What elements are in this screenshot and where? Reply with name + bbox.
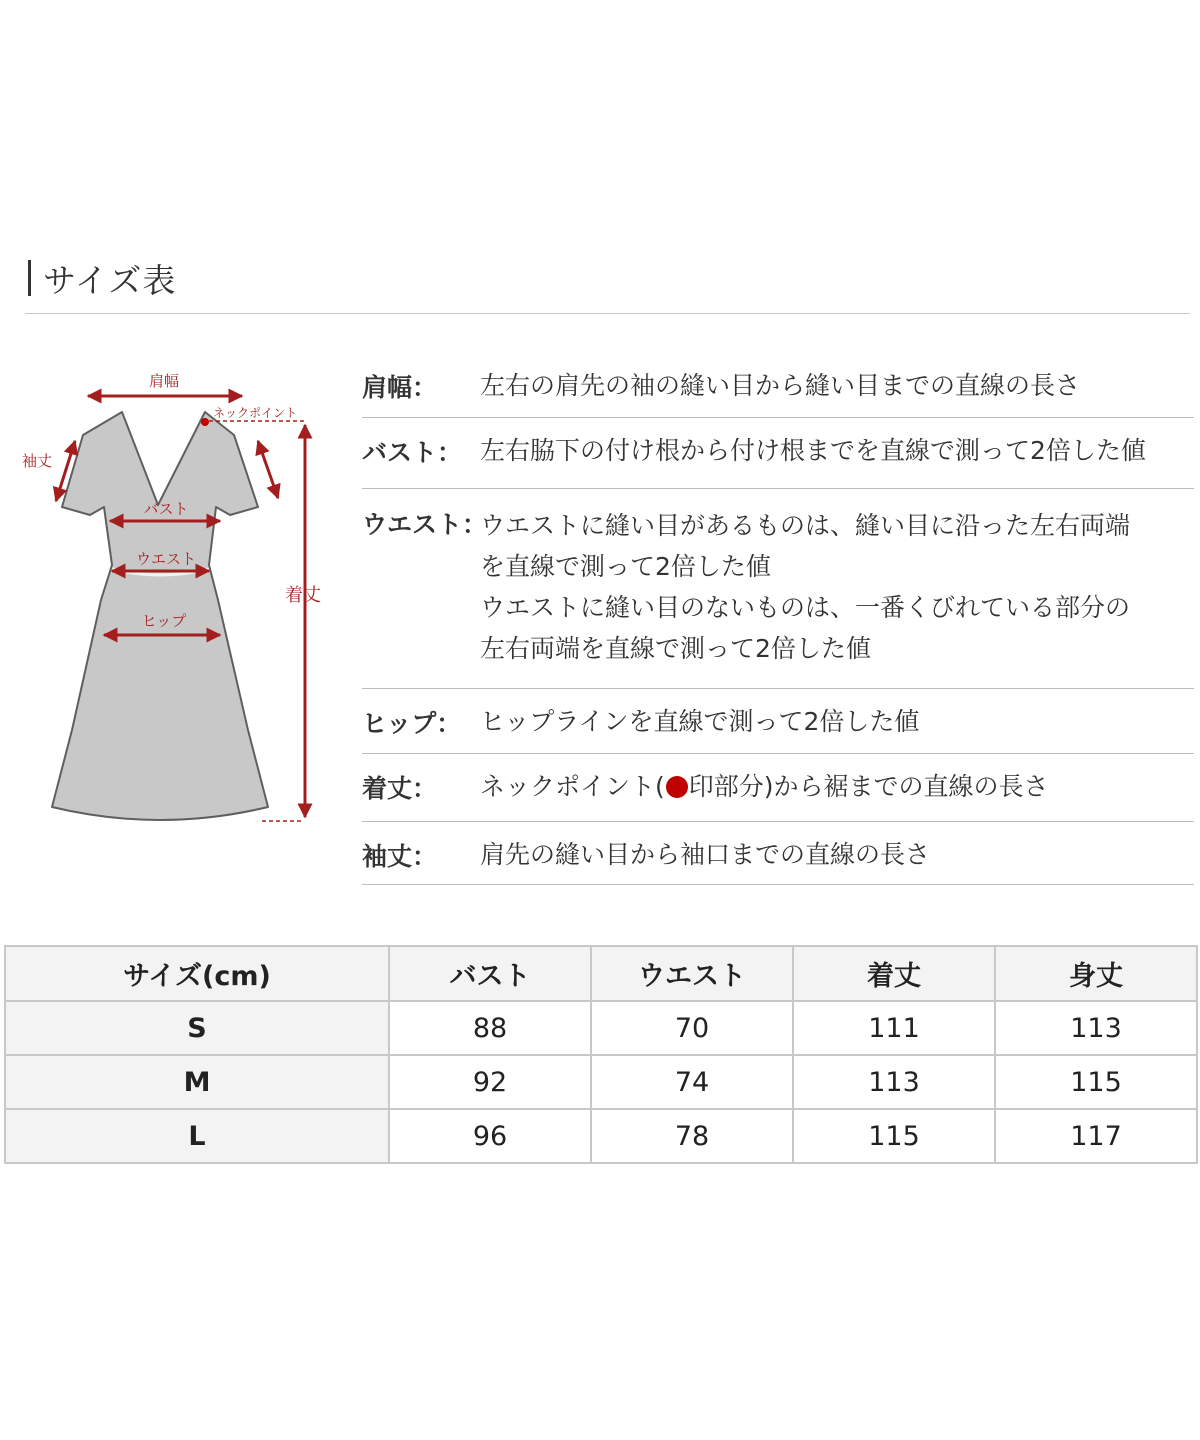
table-row <box>5 1055 1197 1109</box>
table-cell: 78 <box>591 1109 793 1163</box>
definition-text <box>480 704 1194 753</box>
column-header-length: 着丈 <box>793 946 995 1001</box>
column-header-size: サイズ(cm) <box>5 946 389 1001</box>
definition-text <box>480 368 1194 417</box>
definition-term: ヒップ： <box>362 709 462 738</box>
definition-term: バスト： <box>362 438 463 467</box>
section-heading <box>28 256 176 300</box>
definition-text-after-dot: 印部分)から裾までの直線の長さ <box>688 772 1049 801</box>
length-label: 着丈 <box>285 585 321 606</box>
definition-text <box>480 433 1194 488</box>
garment-measurement-diagram <box>0 355 350 845</box>
bust-label: バスト <box>143 500 189 518</box>
definition-row-waist <box>362 489 1194 689</box>
definition-line: を直線で測って2倍した値 <box>480 552 771 581</box>
neck-point-dot <box>201 418 209 426</box>
definition-line <box>480 769 1194 805</box>
size-cell: S <box>5 1001 389 1055</box>
definition-text <box>480 505 1194 688</box>
size-table <box>4 945 1198 1164</box>
size-cell: M <box>5 1055 389 1109</box>
table-cell: 70 <box>591 1001 793 1055</box>
size-cell: L <box>5 1109 389 1163</box>
definition-row-hip <box>362 689 1194 754</box>
page-title: サイズ表 <box>43 260 177 300</box>
table-cell: 88 <box>389 1001 591 1055</box>
definition-row-sleeve <box>362 822 1194 885</box>
definition-row-bust <box>362 418 1194 489</box>
definition-line: 左右の肩先の袖の縫い目から縫い目までの直線の長さ <box>480 371 1081 400</box>
definition-line: ウエストに縫い目があるものは、縫い目に沿った左右両端 <box>480 511 1131 540</box>
shoulder-label: 肩幅 <box>148 372 180 390</box>
column-header-body-length: 身丈 <box>995 946 1197 1001</box>
table-row <box>5 1001 1197 1055</box>
table-cell: 96 <box>389 1109 591 1163</box>
table-cell: 113 <box>995 1001 1197 1055</box>
measurement-definitions <box>362 356 1194 885</box>
table-cell: 111 <box>793 1001 995 1055</box>
definition-term: 袖丈： <box>362 842 438 871</box>
definition-term: 着丈： <box>362 774 438 803</box>
definition-line: ウエストに縫い目のないものは、一番くびれている部分の <box>480 593 1131 622</box>
definition-row-shoulder <box>362 356 1194 418</box>
definition-line: 肩先の縫い目から袖口までの直線の長さ <box>480 840 931 869</box>
definition-text <box>480 769 1194 821</box>
heading-divider <box>25 313 1190 314</box>
definition-line: 左右両端を直線で測って2倍した値 <box>480 634 871 663</box>
hip-label: ヒップ <box>141 612 187 630</box>
definition-text-before-dot: ネックポイント( <box>480 772 665 801</box>
table-header-row <box>5 946 1197 1001</box>
column-header-waist: ウエスト <box>591 946 793 1001</box>
neck-point-dot-icon <box>666 776 688 798</box>
definition-line: 左右脇下の付け根から付け根までを直線で測って2倍した値 <box>480 436 1146 465</box>
definition-term: ウエスト： <box>362 510 488 539</box>
table-cell: 115 <box>995 1055 1197 1109</box>
table-cell: 115 <box>793 1109 995 1163</box>
heading-accent-bar <box>28 260 31 296</box>
table-cell: 74 <box>591 1055 793 1109</box>
table-row <box>5 1109 1197 1163</box>
column-header-bust: バスト <box>389 946 591 1001</box>
waist-label: ウエスト <box>135 550 197 568</box>
definition-line: ヒップラインを直線で測って2倍した値 <box>480 707 920 736</box>
table-cell: 113 <box>793 1055 995 1109</box>
neck-point-label: ネックポイント <box>213 406 298 420</box>
table-cell: 117 <box>995 1109 1197 1163</box>
sleeve-arrow-right <box>258 441 278 498</box>
table-cell: 92 <box>389 1055 591 1109</box>
sleeve-label: 袖丈 <box>22 452 53 470</box>
definition-text <box>480 837 1194 884</box>
definition-row-length <box>362 754 1194 822</box>
definition-term: 肩幅： <box>362 373 438 402</box>
